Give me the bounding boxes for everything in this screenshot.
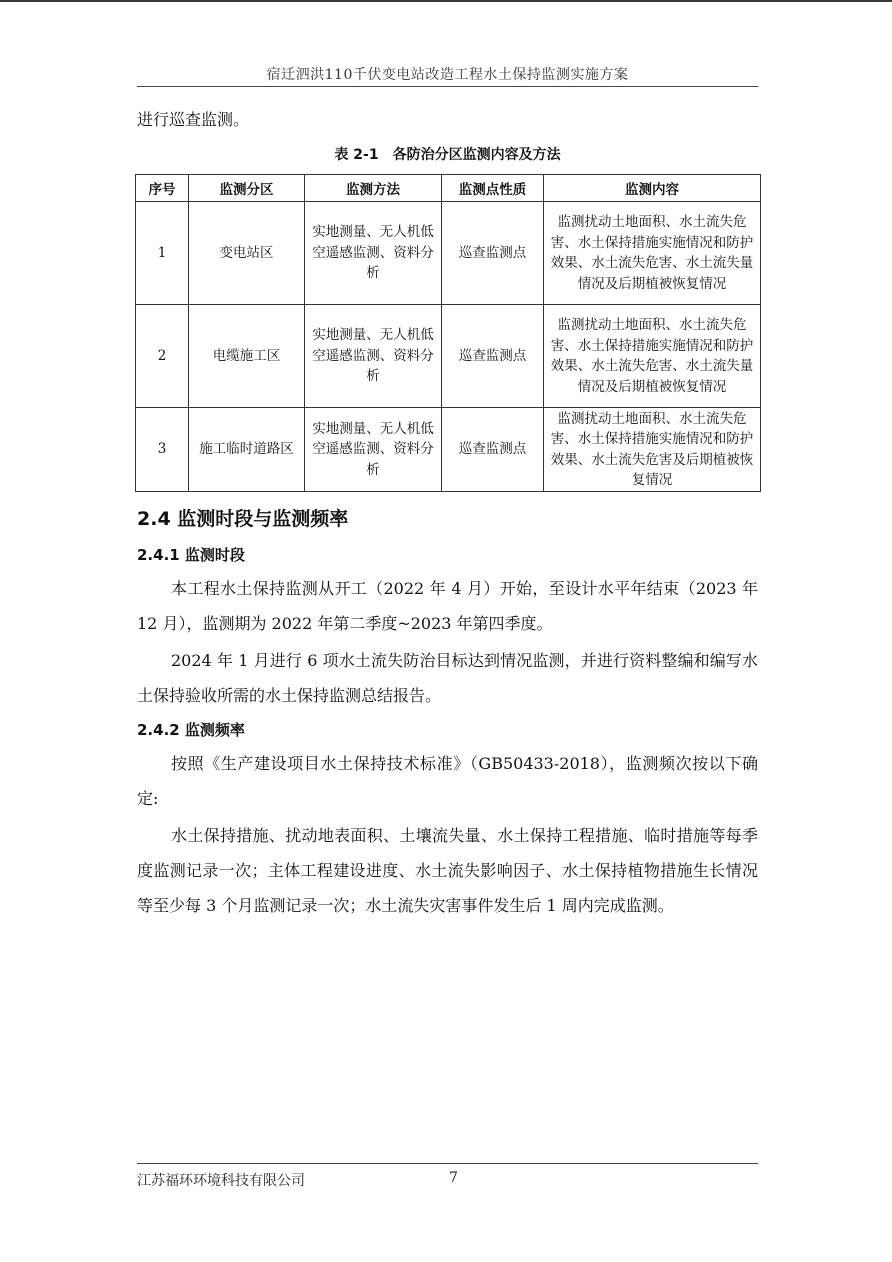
cell-point: 巡查监测点 <box>442 202 544 305</box>
table-header-row <box>136 175 761 202</box>
table-caption: 表 2-1 各防治分区监测内容及方法 <box>334 147 561 163</box>
frequency-paragraph-1: 按照《生产建设项目水土保持技术标准》（GB50433-2018），监测频次按以下确定: <box>137 754 758 808</box>
table-row <box>136 408 761 492</box>
cell-no: 1 <box>136 202 189 305</box>
footer-divider <box>137 1163 758 1164</box>
footer-company: 江苏福环环境科技有限公司 <box>137 1173 305 1189</box>
frequency-paragraph-2: 水土保持措施、扰动地表面积、土壤流失量、水土保持工程措施、临时措施等每季度监测记录一次；主体工程建设进度、水土流失影响因子、水土保持植物措施生长情况等至少每 3 个月监测记录一次；水土流失灾害事件发生后 1 周内完成监测。 <box>137 826 758 915</box>
intro-text: 进行巡查监测。 <box>137 110 250 129</box>
page-header: 宿迁泗洪110千伏变电站改造工程水土保持监测实施方案 <box>266 67 629 83</box>
monitoring-table <box>135 174 761 492</box>
cell-content: 监测扰动土地面积、水土流失危害、水土保持措施实施情况和防护效果、水土流失危害、水土流失量情况及后期植被恢复情况 <box>544 305 761 408</box>
table-row <box>136 202 761 305</box>
cell-zone: 施工临时道路区 <box>189 408 305 492</box>
top-border <box>0 0 892 2</box>
cell-zone: 电缆施工区 <box>189 305 305 408</box>
cell-content: 监测扰动土地面积、水土流失危害、水土保持措施实施情况和防护效果、水土流失危害及后期植被恢复情况 <box>544 408 761 492</box>
col-header-method: 监测方法 <box>305 175 442 202</box>
header-divider <box>137 86 758 87</box>
page-number: 7 <box>449 1170 458 1186</box>
period-paragraph-2: 2024 年 1 月进行 6 项水土流失防治目标达到情况监测，并进行资料整编和编写水土保持验收所需的水土保持监测总结报告。 <box>137 651 758 705</box>
cell-no: 2 <box>136 305 189 408</box>
cell-method: 实地测量、无人机低空遥感监测、资料分析 <box>305 305 442 408</box>
col-header-zone: 监测分区 <box>189 175 305 202</box>
section-heading: 2.4 监测时段与监测频率 <box>137 508 349 530</box>
col-header-no: 序号 <box>136 175 189 202</box>
cell-point: 巡查监测点 <box>442 305 544 408</box>
table-row <box>136 305 761 408</box>
subsection-heading-period: 2.4.1 监测时段 <box>137 546 245 564</box>
subsection-heading-frequency: 2.4.2 监测频率 <box>137 721 245 739</box>
cell-point: 巡查监测点 <box>442 408 544 492</box>
col-header-content: 监测内容 <box>544 175 761 202</box>
cell-no: 3 <box>136 408 189 492</box>
cell-method: 实地测量、无人机低空遥感监测、资料分析 <box>305 408 442 492</box>
cell-zone: 变电站区 <box>189 202 305 305</box>
cell-method: 实地测量、无人机低空遥感监测、资料分析 <box>305 202 442 305</box>
period-paragraph-1: 本工程水土保持监测从开工（2022 年 4 月）开始，至设计水平年结束（2023 年 12 月），监测期为 2022 年第二季度~2023 年第四季度。 <box>137 579 758 633</box>
cell-content: 监测扰动土地面积、水土流失危害、水土保持措施实施情况和防护效果、水土流失危害、水土流失量情况及后期植被恢复情况 <box>544 202 761 305</box>
col-header-point: 监测点性质 <box>442 175 544 202</box>
